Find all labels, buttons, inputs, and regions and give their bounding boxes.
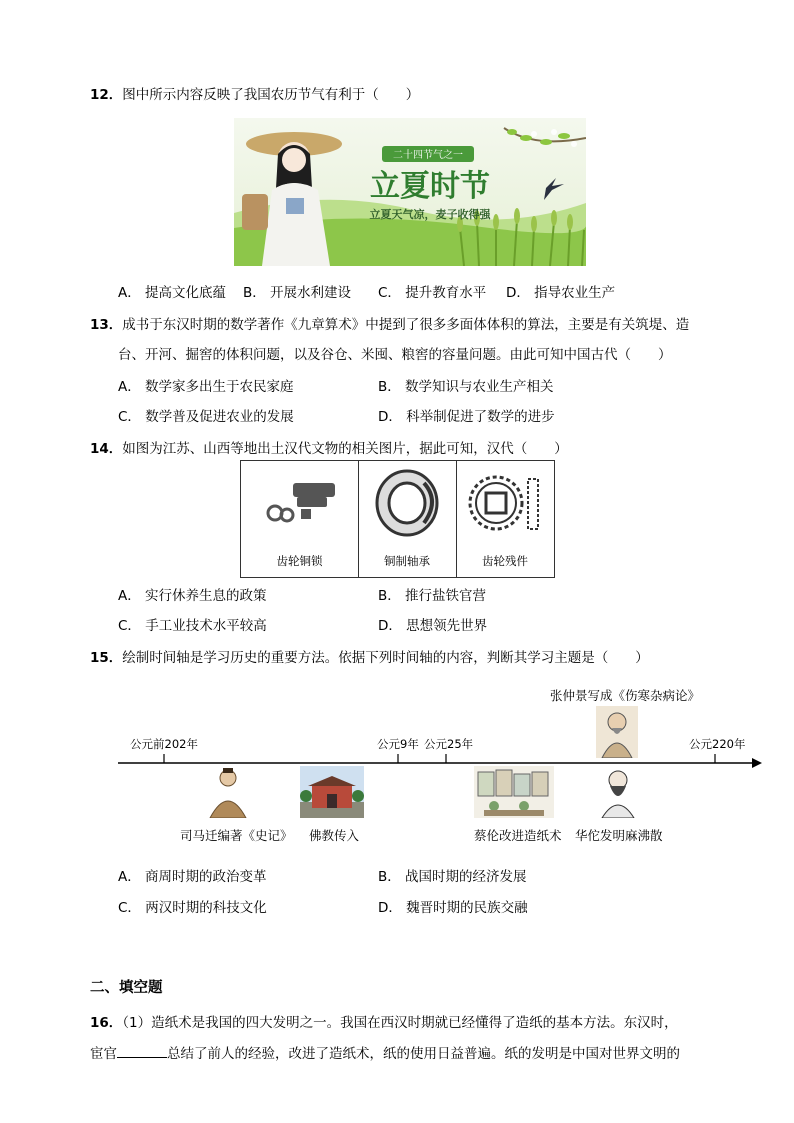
question-stem: 如图为江苏、山西等地出土汉代文物的相关图片，据此可知，汉代（ ） <box>122 441 568 457</box>
timeline-figure <box>118 688 768 850</box>
option-b: B． 战国时期的经济发展 <box>378 869 527 885</box>
gear-lock-image <box>241 461 358 541</box>
option-b: B． 数学知识与农业生产相关 <box>378 379 554 395</box>
banner-subtitle: 立夏天气凉，麦子收得强 <box>369 209 491 221</box>
banner-top-text: 二十四节气之一 <box>393 150 463 161</box>
sima-qian-portrait <box>206 766 250 818</box>
option-c: C． 数学普及促进农业的发展 <box>118 409 294 425</box>
artifact-caption: 齿轮残件 <box>482 554 528 568</box>
question-stem: （1）造纸术是我国的四大发明之一。我国在西汉时期就已经懂得了造纸的基本方法。东汉时， <box>122 1015 678 1031</box>
question-number: 13． <box>90 317 123 333</box>
question-number: 16． <box>90 1015 123 1031</box>
timeline-event-top: 张仲景写成《伤寒杂病论》 <box>550 688 701 703</box>
question-15 <box>90 646 649 666</box>
timeline-event: 蔡伦改进造纸术 <box>474 828 562 843</box>
option-d: D． 指导农业生产 <box>506 285 616 301</box>
timeline-event: 佛教传入 <box>309 828 360 843</box>
gear-fragment-image <box>456 461 554 541</box>
question-number: 12． <box>90 87 123 103</box>
question-number: 14． <box>90 441 123 457</box>
option-b: B． 开展水利建设 <box>243 285 352 301</box>
option-c: C． 手工业技术水平较高 <box>118 618 267 634</box>
question-stem: 成书于东汉时期的数学著作《九章算术》中提到了很多多面体体积的算法，主要是有关筑堤、造 <box>122 317 690 333</box>
white-horse-temple-image <box>300 766 364 818</box>
artifact-caption: 齿轮铜锁 <box>276 554 323 568</box>
question-text: 总结了前人的经验，改进了造纸术，纸的使用日益普遍。纸的发明是中国对世界文明的 <box>167 1046 680 1062</box>
option-a: A． 实行休养生息的政策 <box>118 588 267 604</box>
lixia-banner-image <box>234 118 586 266</box>
banner-title: 立夏时节 <box>370 170 490 203</box>
artifact-caption: 铜制轴承 <box>384 554 430 568</box>
option-c: C． 两汉时期的科技文化 <box>118 900 267 916</box>
option-a: A． 数学家多出生于农民家庭 <box>118 379 294 395</box>
question-16-line1 <box>90 1011 678 1031</box>
section-title: 二、填空题 <box>90 980 163 996</box>
question-text: 宦官 <box>90 1046 117 1062</box>
timeline-date: 公元前202年 <box>130 737 198 751</box>
question-14 <box>90 437 568 457</box>
option-d: D． 魏晋时期的民族交融 <box>378 900 528 916</box>
question-stem: 绘制时间轴是学习历史的重要方法。依据下列时间轴的内容，判断其学习主题是（ ） <box>122 650 649 666</box>
artifact-gear-lock <box>241 461 359 577</box>
option-d: D． 思想领先世界 <box>378 618 488 634</box>
timeline-date: 公元220年 <box>689 737 746 751</box>
question-number: 15． <box>90 650 123 666</box>
option-b: B． 推行盐铁官营 <box>378 588 487 604</box>
timeline-date: 公元25年 <box>424 737 474 751</box>
question-stem: 图中所示内容反映了我国农历节气有利于（ ） <box>122 87 420 103</box>
hua-tuo-portrait <box>598 766 638 818</box>
option-a: A． 商周时期的政治变革 <box>118 869 267 885</box>
question-13-line1 <box>90 313 689 333</box>
artifact-bronze-bearing <box>358 461 457 577</box>
bronze-bearing-image <box>358 461 456 541</box>
timeline-event: 华佗发明麻沸散 <box>575 828 663 843</box>
timeline-date: 公元9年 <box>377 737 419 751</box>
artifact-gear-fragment <box>456 461 554 577</box>
question-16-line2 <box>90 1042 680 1062</box>
answer-blank[interactable] <box>117 1043 167 1058</box>
han-artifacts-figure <box>240 460 555 578</box>
question-12 <box>90 83 419 103</box>
question-13-line2: 台、开河、掘窖的体积问题，以及谷仓、米囤、粮窖的容量问题。由此可知中国古代（ ） <box>118 347 672 363</box>
papermaking-image <box>474 766 554 818</box>
option-a: A． 提高文化底蕴 <box>118 285 227 301</box>
option-d: D． 科举制促进了数学的进步 <box>378 409 555 425</box>
option-c: C． 提升教育水平 <box>378 285 487 301</box>
timeline-event: 司马迁编著《史记》 <box>180 828 293 843</box>
